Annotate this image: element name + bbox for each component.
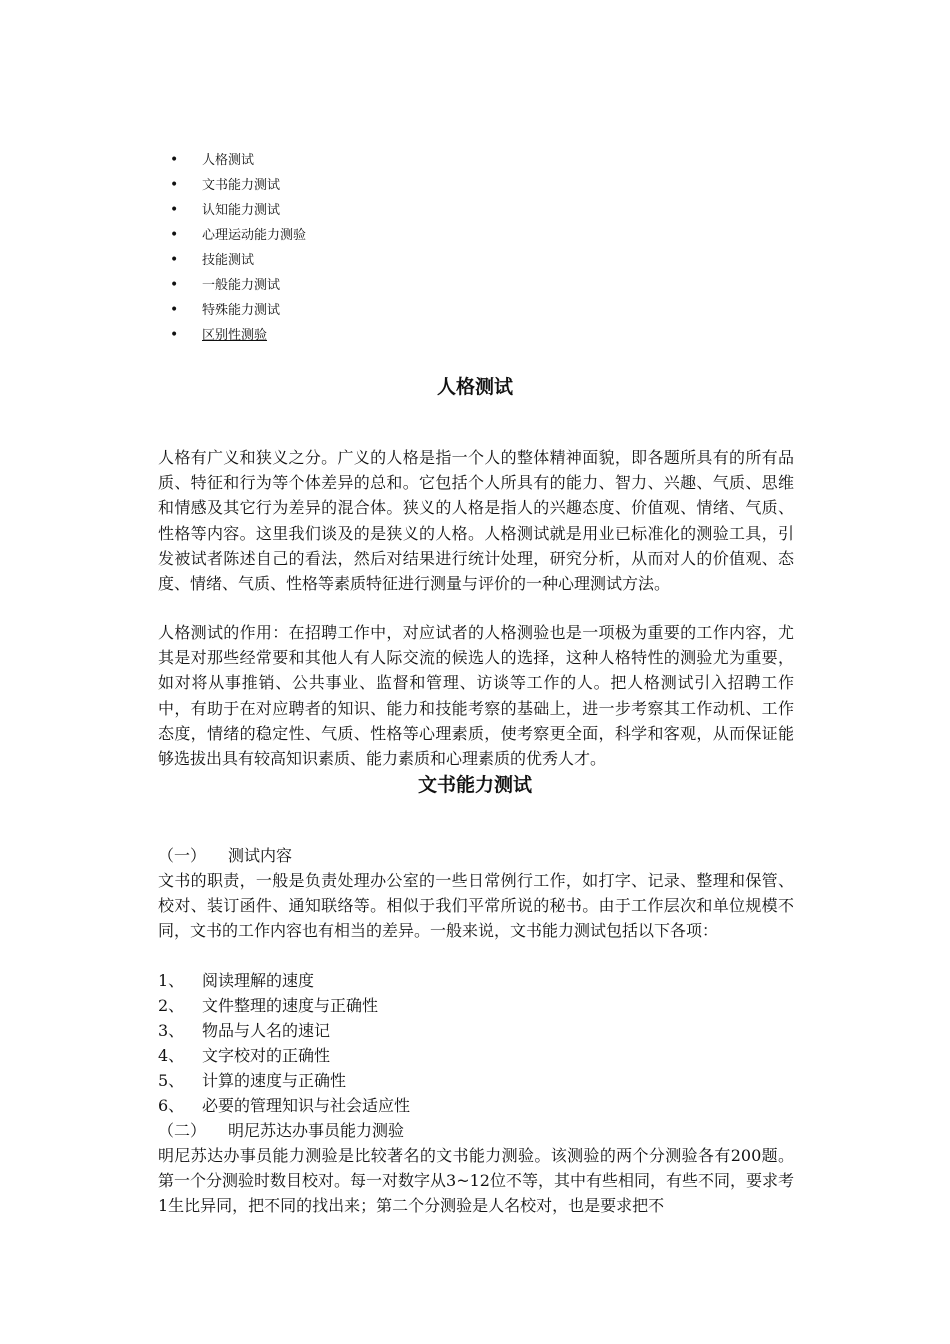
table-of-contents: [170, 148, 306, 348]
toc-item[interactable]: • 特殊能力测试: [170, 298, 306, 323]
subsection-heading: （二） 明尼苏达办事员能力测验: [158, 1121, 405, 1140]
toc-item[interactable]: • 一般能力测试: [170, 273, 306, 298]
section-title-clerical: 文书能力测试: [417, 774, 532, 796]
paragraph: 人格测试的作用：在招聘工作中，对应试者的人格测验也是一项极为重要的工作内容，尤其是对那些经常要和其他人有人际交流的候选人的选择，这种人格特性的测验尤为重要，如对将从事推销、公共事业、监督和管理、访谈等工作的人。把人格测试引入招聘工作中，有助于在对应聘者的知识、能力和技能考察的基础上，进一步考察其工作动机、工作态度，情绪的稳定性、气质、性格等心理素质，使考察更全面，科学和客观，从而保证能够选拔出具有较高知识素质、能力素质和心理素质的优秀人才。: [158, 623, 794, 769]
paragraph: 明尼苏达办事员能力测验是比较著名的文书能力测验。该测验的两个分测验各有200题。第一个分测验时数目校对。每一对数字从3~12位不等，其中有些相同，有些不同，要求考1生比异同，把不同的找出来；第二个分测验是人名校对，也是要求把不: [158, 1146, 794, 1216]
paragraph: 人格有广义和狭义之分。广义的人格是指一个人的整体精神面貌，即各题所具有的所有品质、特征和行为等个体差异的总和。它包括个人所具有的能力、智力、兴趣、气质、思维和情感及其它行为差异的混合体。狭义的人格是指人的兴趣态度、价值观、情绪、气质、性格等内容。这里我们谈及的是狭义的人格。人格测试就是用业已标准化的测验工具，引发被试者陈述自己的看法，然后对结果进行统计处理，研究分析，从而对人的价值观、态度、情绪、气质、性格等素质特征进行测量与评价的一种心理测试方法。: [158, 448, 794, 594]
toc-item[interactable]: • 技能测试: [170, 248, 306, 273]
subsection-heading: （一） 测试内容: [158, 846, 293, 865]
toc-item[interactable]: • 心理运动能力测验: [170, 223, 306, 248]
list-item: 3、 物品与人名的速记: [158, 1021, 331, 1040]
toc-item-link[interactable]: • 区别性测验: [170, 323, 306, 348]
toc-item[interactable]: • 认知能力测试: [170, 198, 306, 223]
list-item: 2、 文件整理的速度与正确性: [158, 996, 379, 1015]
section-title-personality: 人格测试: [436, 376, 513, 398]
list-item: 6、 必要的管理知识与社会适应性: [158, 1096, 411, 1115]
list-item: 1、 阅读理解的速度: [158, 971, 315, 990]
toc-item[interactable]: • 人格测试: [170, 148, 306, 173]
list-item: 4、 文字校对的正确性: [158, 1046, 331, 1065]
paragraph: 文书的职责，一般是负责处理办公室的一些日常例行工作，如打字、记录、整理和保管、校对、装订函件、通知联络等。相似于我们平常所说的秘书。由于工作层次和单位规模不同，文书的工作内容也有相当的差异。一般来说，文书能力测试包括以下各项：: [158, 871, 794, 941]
toc-item[interactable]: • 文书能力测试: [170, 173, 306, 198]
list-item: 5、 计算的速度与正确性: [158, 1071, 347, 1090]
